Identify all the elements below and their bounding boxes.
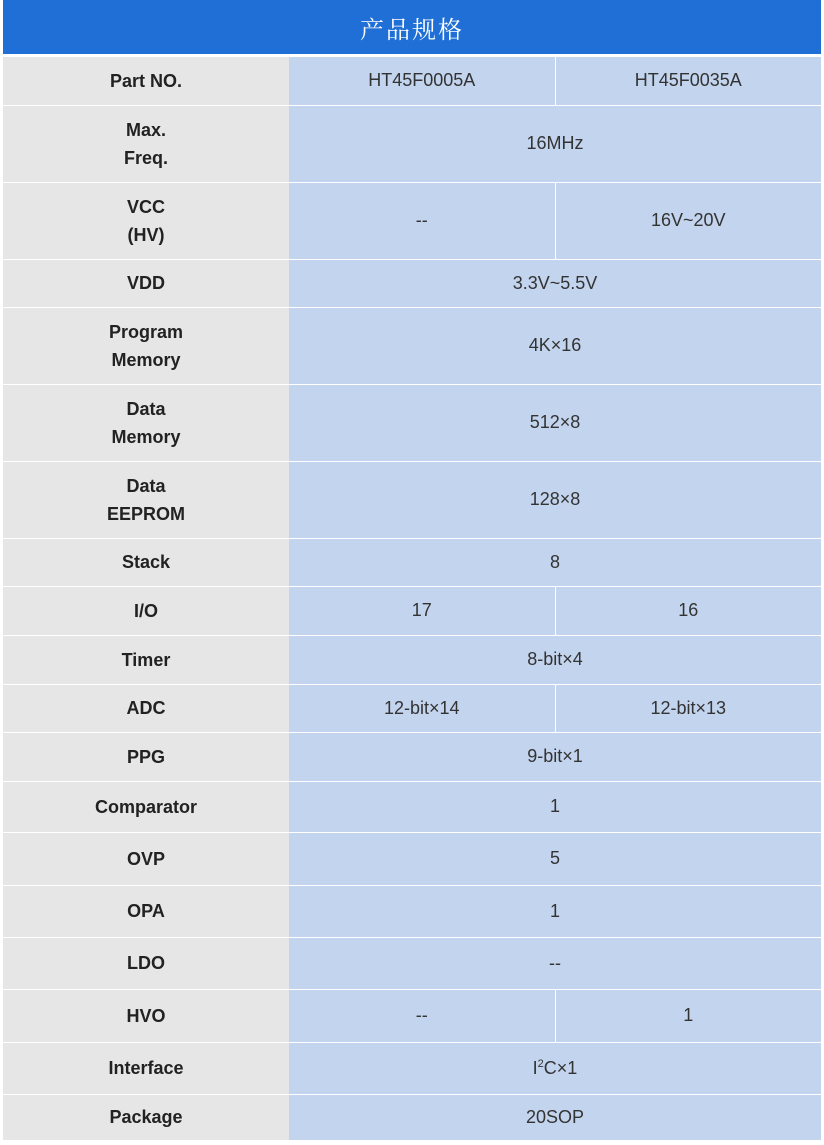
- spec-value-text: C×1: [543, 1057, 578, 1078]
- spec-label: [3, 307, 289, 384]
- spec-row: [3, 586, 821, 635]
- spec-label-line: Comparator: [94, 796, 197, 817]
- spec-value: 16MHz: [289, 105, 821, 182]
- spec-label: [3, 105, 289, 182]
- spec-value: 12-bit×13: [555, 684, 821, 732]
- spec-value: 16: [555, 586, 821, 635]
- spec-label-line: (HV): [127, 224, 165, 245]
- spec-table: [3, 57, 821, 1141]
- spec-value: 8: [289, 538, 821, 586]
- spec-row: [3, 307, 821, 384]
- spec-row: [3, 781, 821, 832]
- spec-label-line: Data: [126, 475, 166, 496]
- spec-label: [3, 635, 289, 684]
- spec-value: 5: [289, 832, 821, 885]
- spec-row: [3, 732, 821, 781]
- spec-row: [3, 1042, 821, 1094]
- spec-label-line: HVO: [126, 1005, 166, 1026]
- spec-row: [3, 937, 821, 989]
- spec-label: [3, 1042, 289, 1094]
- spec-value: 20SOP: [289, 1094, 821, 1140]
- spec-label: [3, 384, 289, 461]
- spec-label-line: I/O: [133, 600, 158, 621]
- spec-value: 16V~20V: [555, 182, 821, 259]
- spec-value: 128×8: [289, 461, 821, 538]
- spec-label-line: VCC: [126, 196, 165, 217]
- spec-label: [3, 989, 289, 1042]
- spec-value: --: [289, 182, 555, 259]
- spec-row: [3, 384, 821, 461]
- spec-label-line: OVP: [126, 848, 165, 869]
- spec-row: [3, 105, 821, 182]
- spec-row: [3, 989, 821, 1042]
- spec-value: 9-bit×1: [289, 732, 821, 781]
- spec-value: --: [289, 989, 555, 1042]
- spec-label-line: Max.: [125, 119, 167, 140]
- spec-value: 1: [289, 781, 821, 832]
- spec-label: [3, 885, 289, 937]
- spec-row: [3, 182, 821, 259]
- spec-value: 3.3V~5.5V: [289, 259, 821, 307]
- spec-label-line: VDD: [126, 273, 165, 293]
- spec-label-line: ADC: [126, 698, 166, 718]
- spec-label: [3, 182, 289, 259]
- spec-value: 8-bit×4: [289, 635, 821, 684]
- spec-value-text: I: [532, 1057, 538, 1078]
- spec-table-body: [3, 57, 821, 1140]
- spec-value: HT45F0005A: [289, 57, 555, 105]
- spec-label-line: Memory: [111, 349, 181, 370]
- spec-value: 1: [555, 989, 821, 1042]
- page-title: 产品规格: [3, 0, 821, 54]
- spec-label: [3, 937, 289, 989]
- spec-label: [3, 586, 289, 635]
- spec-label-line: Stack: [121, 552, 171, 572]
- spec-label-line: OPA: [127, 901, 165, 921]
- spec-value: 12-bit×14: [289, 684, 555, 732]
- spec-label: [3, 1094, 289, 1140]
- spec-row: [3, 635, 821, 684]
- spec-label-line: Package: [109, 1107, 183, 1127]
- spec-label: [3, 781, 289, 832]
- spec-value: 17: [289, 586, 555, 635]
- spec-label-line: Data: [126, 398, 166, 419]
- spec-row: [3, 259, 821, 307]
- spec-label: [3, 259, 289, 307]
- spec-label-line: LDO: [127, 953, 165, 973]
- spec-row: [3, 885, 821, 937]
- spec-value: 1: [289, 885, 821, 937]
- spec-row: [3, 1094, 821, 1140]
- spec-label-line: Part NO.: [109, 70, 183, 91]
- spec-label-line: Interface: [108, 1058, 184, 1078]
- spec-value: --: [289, 937, 821, 989]
- spec-value: HT45F0035A: [555, 57, 821, 105]
- spec-row: [3, 684, 821, 732]
- spec-row: [3, 57, 821, 105]
- spec-label-line: PPG: [126, 746, 165, 767]
- spec-label: [3, 461, 289, 538]
- spec-label-line: Memory: [111, 426, 181, 447]
- spec-row: [3, 538, 821, 586]
- spec-label-line: Program: [108, 321, 184, 342]
- spec-value: [289, 1042, 821, 1094]
- spec-label: [3, 684, 289, 732]
- spec-value-superscript: 2: [537, 1057, 544, 1070]
- spec-row: [3, 461, 821, 538]
- spec-label: [3, 832, 289, 885]
- spec-value: 512×8: [289, 384, 821, 461]
- spec-label: [3, 538, 289, 586]
- spec-value: 4K×16: [289, 307, 821, 384]
- spec-label-line: Freq.: [123, 147, 168, 168]
- spec-label: [3, 57, 289, 105]
- spec-row: [3, 832, 821, 885]
- spec-label-line: Timer: [121, 649, 171, 670]
- spec-label: [3, 732, 289, 781]
- spec-label-line: EEPROM: [106, 503, 185, 524]
